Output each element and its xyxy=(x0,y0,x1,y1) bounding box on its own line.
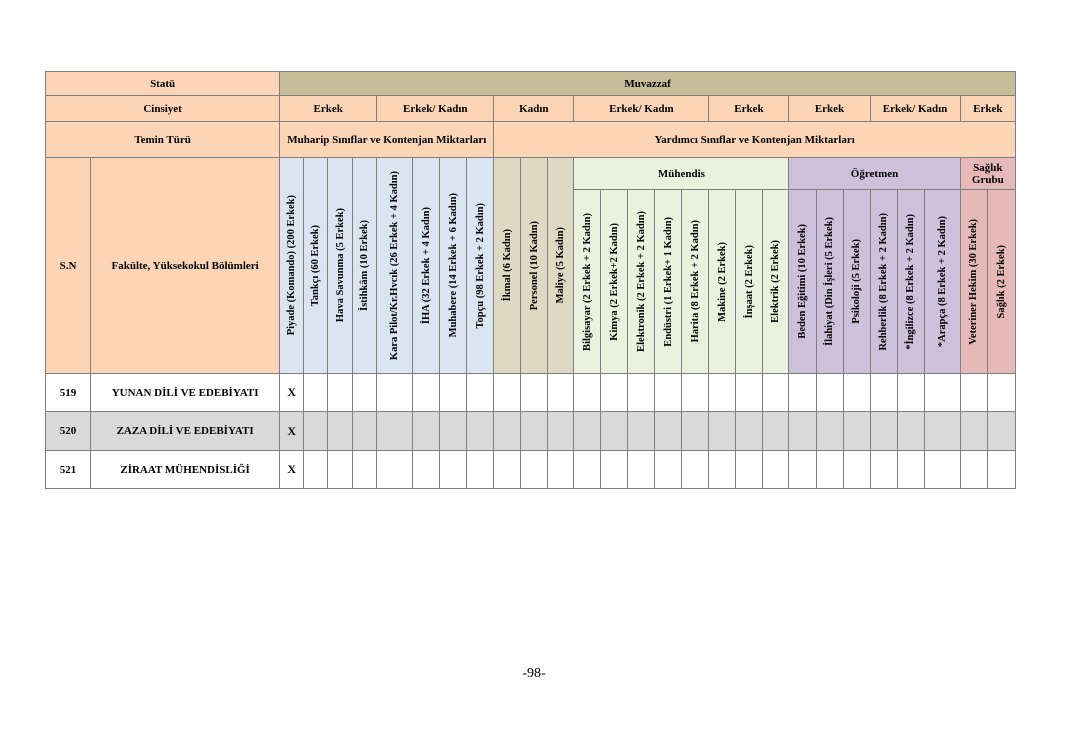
sn-header: S.N xyxy=(46,158,91,374)
column-header: İlahiyat (Din İşleri (5 Erkek) xyxy=(824,217,835,346)
column-header: Maliye (5 Kadın) xyxy=(555,227,567,304)
cinsiyet-group: Erkek/ Kadın xyxy=(870,96,960,122)
column-header: Personel (10 Kadın) xyxy=(528,220,540,311)
statu-label: Statü xyxy=(46,72,280,96)
column-header: Bilgisayar (2 Erkek + 2 Kadın) xyxy=(581,212,593,351)
row-mark: X xyxy=(280,451,304,489)
cinsiyet-group: Erkek xyxy=(789,96,870,122)
column-header: *İngilizce (8 Erkek + 2 Kadın) xyxy=(905,213,917,350)
column-header: Sağlık (2 Erkek) xyxy=(995,244,1007,319)
row-name: YUNAN DİLİ VE EDEBİYATI xyxy=(91,374,280,412)
group-saglik: Sağlık Grubu xyxy=(960,158,1015,190)
group-ogretmen: Öğretmen xyxy=(789,158,960,190)
temin-yardimci: Yardımcı Sınıflar ve Kontenjan Miktarları xyxy=(494,122,1016,158)
table-row xyxy=(46,374,1016,412)
row-sn: 520 xyxy=(46,412,91,451)
row-name: ZAZA DİLİ VE EDEBİYATI xyxy=(91,412,280,451)
column-header: Veteriner Hekim (30 Erkek) xyxy=(968,218,980,345)
fakulte-header: Fakülte, Yüksekokul Bölümleri xyxy=(91,158,280,374)
column-header: Piyade (Komando) (200 Erkek) xyxy=(286,195,298,336)
cinsiyet-group: Erkek/ Kadın xyxy=(377,96,494,122)
column-header: *Arapça (8 Erkek + 2 Kadın) xyxy=(936,215,948,348)
cinsiyet-group: Erkek xyxy=(280,96,377,122)
temin-label: Temin Türü xyxy=(46,122,280,158)
group-muhendis: Mühendis xyxy=(574,158,789,190)
column-header: Beden Eğitimi (10 Erkek) xyxy=(796,224,808,339)
column-header: Tankçı (60 Erkek) xyxy=(310,224,322,307)
quota-table xyxy=(45,71,1016,489)
column-header: Rehberlik (8 Erkek + 2 Kadın) xyxy=(878,212,890,351)
row-sn: 519 xyxy=(46,374,91,412)
column-header: İnşaat (2 Erkek) xyxy=(743,244,755,319)
table-row xyxy=(46,412,1016,451)
cinsiyet-group: Erkek xyxy=(709,96,789,122)
column-header: Elektrik (2 Erkek) xyxy=(770,240,782,323)
row-mark: X xyxy=(280,374,304,412)
column-header: Kimya (2 Erkek+2 Kadın) xyxy=(608,222,620,341)
column-header: Harita (8 Erkek + 2 Kadın) xyxy=(689,220,701,343)
column-header: İkmal (6 Kadın) xyxy=(501,229,513,302)
column-header: Endüstri (1 Erkek+ 1 Kadın) xyxy=(662,216,674,347)
column-header: Hava Savunma (5 Erkek) xyxy=(334,208,346,323)
column-header: Psikoloji (5 Erkek) xyxy=(851,239,863,324)
row-mark: X xyxy=(280,412,304,451)
row-name: ZİRAAT MÜHENDİSLİĞİ xyxy=(91,451,280,489)
temin-muharip: Muharip Sınıflar ve Kontenjan Miktarları xyxy=(280,122,494,158)
cinsiyet-group: Erkek/ Kadın xyxy=(574,96,709,122)
column-header: İHA (32 Erkek + 4 Kadın) xyxy=(420,206,432,325)
column-header: Kara Pilot/Kr.Hvcık (26 Erkek + 4 Kadın) xyxy=(389,170,401,361)
cinsiyet-group: Erkek xyxy=(960,96,1015,122)
cinsiyet-label: Cinsiyet xyxy=(46,96,280,122)
cinsiyet-group: Kadın xyxy=(494,96,574,122)
row-sn: 521 xyxy=(46,451,91,489)
table-row xyxy=(46,451,1016,489)
statu-value: Muvazzaf xyxy=(280,72,1016,96)
column-header: Makine (2 Erkek) xyxy=(716,241,728,322)
page-number: -98- xyxy=(522,666,546,681)
column-header: Elektronik (2 Erkek + 2 Kadın) xyxy=(635,211,647,352)
column-header: İstihkâm (10 Erkek) xyxy=(359,219,371,311)
column-header: Topçu (98 Erkek + 2 Kadın) xyxy=(474,202,486,329)
column-header: Muhabere (14 Erkek + 6 Kadın) xyxy=(447,193,459,338)
